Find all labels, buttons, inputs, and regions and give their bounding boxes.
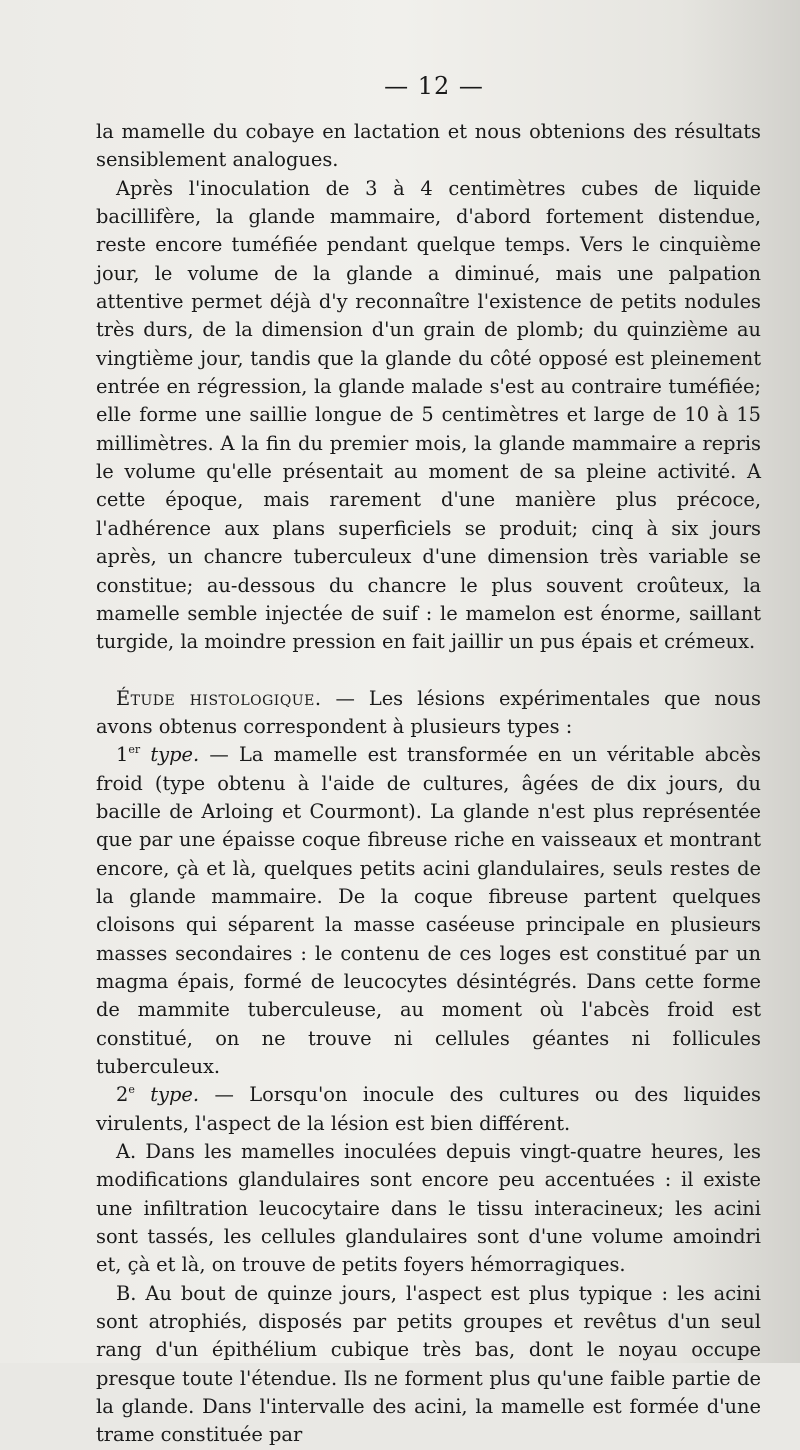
type-number: 2 — [116, 1083, 129, 1107]
paragraph-type-1 — [96, 741, 761, 1081]
type-ordinal: er — [128, 742, 141, 756]
paragraph-type-2 — [96, 1081, 761, 1138]
paragraph-histology-intro — [96, 685, 761, 742]
section-gap — [96, 657, 761, 685]
page-number: — 12 — — [384, 72, 484, 100]
paragraph-a: A. Dans les mamelles inoculées depuis vingt-quatre heures, les modifications glandulaires sont encore peu accentuées : il existe une infiltration leucocytaire dans le tissu interacineux; les acini sont tassés, les cellules glandulaires sont d'une volume amoindri et, çà et là, on trouve de petits foyers hémorragiques. — [96, 1140, 761, 1277]
type-ordinal: e — [128, 1082, 135, 1096]
body-text — [96, 118, 761, 1450]
type-number: 1 — [116, 743, 129, 767]
paragraph-text: — Lorsqu'on inocule des cultures ou des liquides virulents, l'aspect de la lésion est bien différent. — [96, 1083, 762, 1135]
paragraph-text: — La mamelle est transformée en un véritable abcès froid (type obtenu à l'aide de cultures, âgées de dix jours, du bacille de Arloing et Courmont). La glande n'est plus représentée que par une épaisse coque fibreuse riche en vaisseaux et montrant encore, çà et là, quelques petits acini glandulaires, seuls restes de la glande mammaire. De la coque fibreuse partent quelques cloisons qui séparent la masse caséeuse principale en plusieurs masses secondaires : le contenu de ces loges est constitué par un magma épais, formé de leucocytes désintégrés. Dans cette forme de mammite tuberculeuse, au moment où l'abcès froid est constitué, on ne trouve ni cellules géantes ni follicules tuberculeux. — [96, 743, 761, 1078]
paragraph-text: — Les lésions expérimentales que nous avons obtenus correspondent à plusieurs types : — [96, 686, 761, 738]
paragraph-continuation: la mamelle du cobaye en lactation et nous obtenions des résultats sensiblement analogues. — [96, 120, 761, 172]
paragraph-b: B. Au bout de quinze jours, l'aspect est plus typique : les acini sont atrophiés, disposés par petits groupes et revêtus d'un seul rang d'un épithélium cubique très bas, dont le noyau occupe presque toute l'étendue. Ils ne forment plus qu'une faible partie de la glande. Dans l'intervalle des acini, la mamelle est formée d'une trame constituée par — [96, 1281, 761, 1447]
paragraph-inoculation: Après l'inoculation de 3 à 4 centimètres cubes de liquide bacillifère, la glande mammaire, d'abord fortement distendue, reste encore tuméfiée pendant quelque temps. Vers le cinquième jour, le volume de la glande a diminué, mais une palpation attentive permet déjà d'y reconnaître l'existence de petits nodules très durs, de la dimension d'un grain de plomb; du quinzième au vingtième jour, tandis que la glande du côté opposé est pleinement entrée en régression, la glande malade s'est au contraire tuméfiée; elle forme une saillie longue de 5 centimètres et large de 10 à 15 millimètres. A la fin du premier mois, la glande mammaire a repris le volume qu'elle présentait au moment de sa pleine activité. A cette époque, mais rarement d'une manière plus précoce, l'adhérence aux plans superficiels se produit; cinq à six jours après, un chancre tuberculeux d'une dimension très variable se constitue; au-dessous du chancre le plus souvent croûteux, la mamelle semble injectée de suif : le mamelon est énorme, saillant turgide, la moindre pression en fait jaillir un pus épais et crémeux. — [96, 176, 761, 654]
type-label: type. — [140, 743, 200, 767]
type-label: type. — [134, 1083, 200, 1107]
section-heading: Étude histologique. — [116, 686, 322, 710]
